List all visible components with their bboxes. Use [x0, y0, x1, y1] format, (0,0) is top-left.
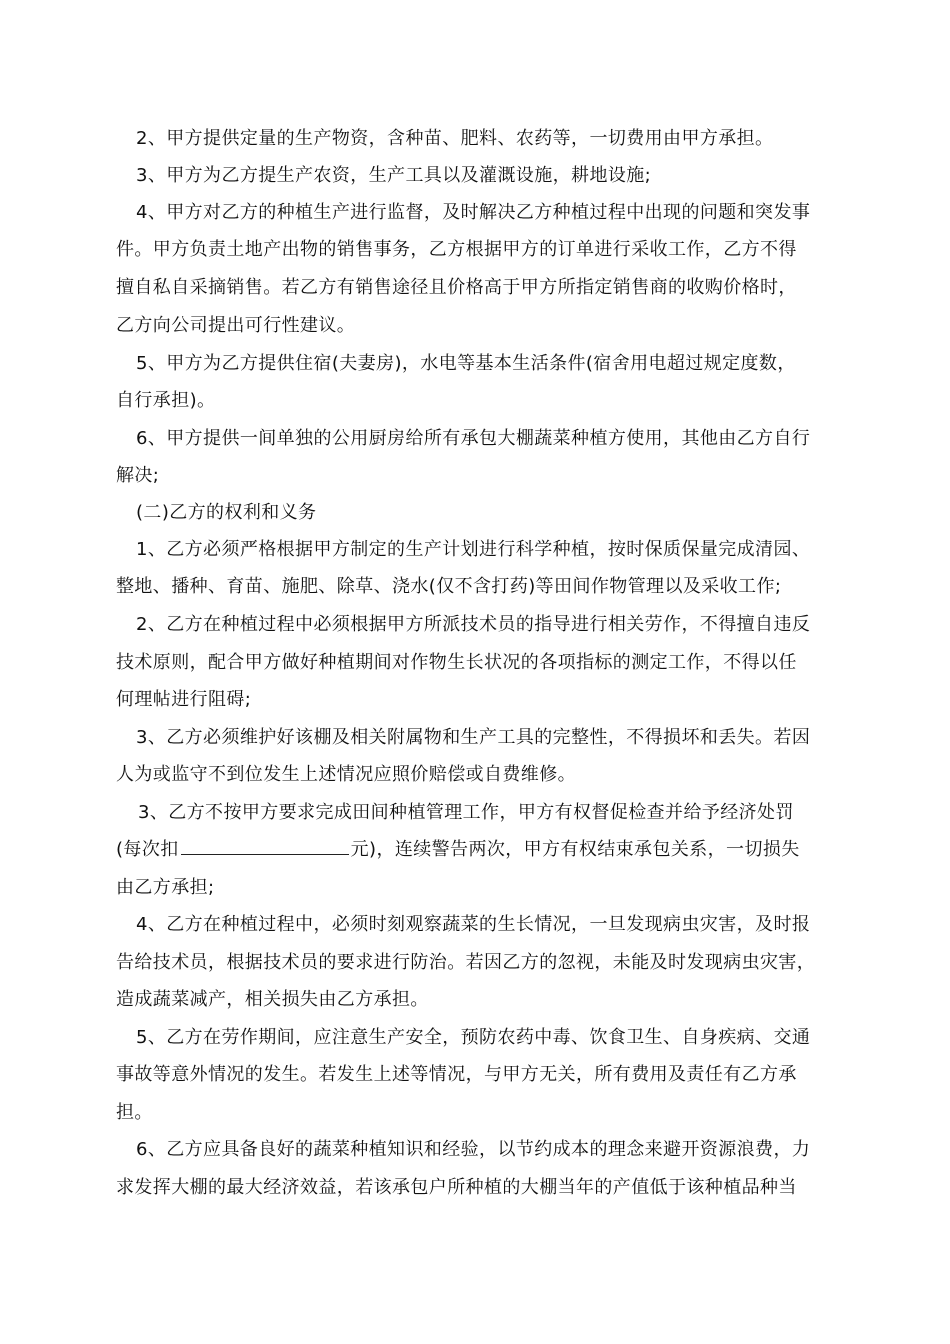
paragraph-line: 5、乙方在劳作期间，应注意生产安全，预防农药中毒、饮食卫生、自身疾病、交通: [136, 1027, 811, 1048]
section-heading: (二)乙方的权利和义务: [136, 502, 317, 523]
paragraph-line-with-blank: [116, 838, 800, 862]
paragraph-line: 4、乙方在种植过程中，必须时刻观察蔬菜的生长情况，一旦发现病虫灾害，及时报: [136, 914, 811, 935]
paragraph-line: 5、甲方为乙方提供住宿(夫妻房)，水电等基本生活条件(宿舍用电超过规定度数，: [136, 353, 796, 374]
paragraph-fragment: 元)，连续警告两次，甲方有权结束承包关系，一切损失: [350, 839, 800, 860]
paragraph-line: 造成蔬菜减产，相关损失由乙方承担。: [116, 989, 429, 1010]
paragraph-line: 3、乙方必须维护好该棚及相关附属物和生产工具的完整性，不得损坏和丢失。若因: [136, 727, 811, 748]
paragraph-fragment: (每次扣: [116, 839, 179, 860]
paragraph-line: 件。甲方负责土地产出物的销售事务，乙方根据甲方的订单进行采收工作，乙方不得: [116, 239, 797, 260]
paragraph-line: 6、乙方应具备良好的蔬菜种植知识和经验，以节约成本的理念来避开资源浪费，力: [136, 1139, 811, 1160]
paragraph-line: 3、乙方不按甲方要求完成田间种植管理工作，甲方有权督促检查并给予经济处罚: [138, 802, 794, 823]
paragraph-line: 技术原则，配合甲方做好种植期间对作物生长状况的各项指标的测定工作，不得以任: [116, 652, 797, 673]
paragraph-line: 自行承担)。: [116, 390, 216, 411]
paragraph-line: 2、乙方在种植过程中必须根据甲方所派技术员的指导进行相关劳作，不得擅自违反: [136, 614, 811, 635]
paragraph-line: 求发挥大棚的最大经济效益，若该承包户所种植的大棚当年的产值低于该种植品种当: [116, 1177, 797, 1198]
paragraph-line: 人为或监守不到位发生上述情况应照价赔偿或自费维修。: [116, 764, 576, 785]
paragraph-line: 解决;: [116, 465, 160, 486]
paragraph-line: 整地、播种、育苗、施肥、除草、浇水(仅不含打药)等田间作物管理以及采收工作;: [116, 576, 782, 597]
paragraph-line: 事故等意外情况的发生。若发生上述等情况，与甲方无关，所有费用及责任有乙方承: [116, 1064, 797, 1085]
paragraph-line: 4、甲方对乙方的种植生产进行监督，及时解决乙方种植过程中出现的问题和突发事: [136, 202, 811, 223]
paragraph-line: 6、甲方提供一间单独的公用厨房给所有承包大棚蔬菜种植方使用，其他由乙方自行: [136, 428, 811, 449]
paragraph-line: 乙方向公司提出可行性建议。: [116, 315, 356, 336]
paragraph-line: 3、甲方为乙方提生产农资，生产工具以及灌溉设施，耕地设施;: [136, 165, 652, 186]
fill-in-blank: [181, 838, 349, 855]
paragraph-line: 何理帖进行阻碍;: [116, 689, 252, 710]
paragraph-line: 1、乙方必须严格根据甲方制定的生产计划进行科学种植，按时保质保量完成清园、: [136, 539, 811, 560]
paragraph-line: 担。: [116, 1102, 153, 1123]
paragraph-line: 擅自私自采摘销售。若乙方有销售途径且价格高于甲方所指定销售商的收购价格时，: [116, 277, 797, 298]
paragraph-line: 由乙方承担;: [116, 877, 215, 898]
paragraph-line: 告给技术员，根据技术员的要求进行防治。若因乙方的忽视，未能及时发现病虫灾害，: [116, 952, 816, 973]
paragraph-line: 2、甲方提供定量的生产物资，含种苗、肥料、农药等，一切费用由甲方承担。: [136, 128, 774, 149]
